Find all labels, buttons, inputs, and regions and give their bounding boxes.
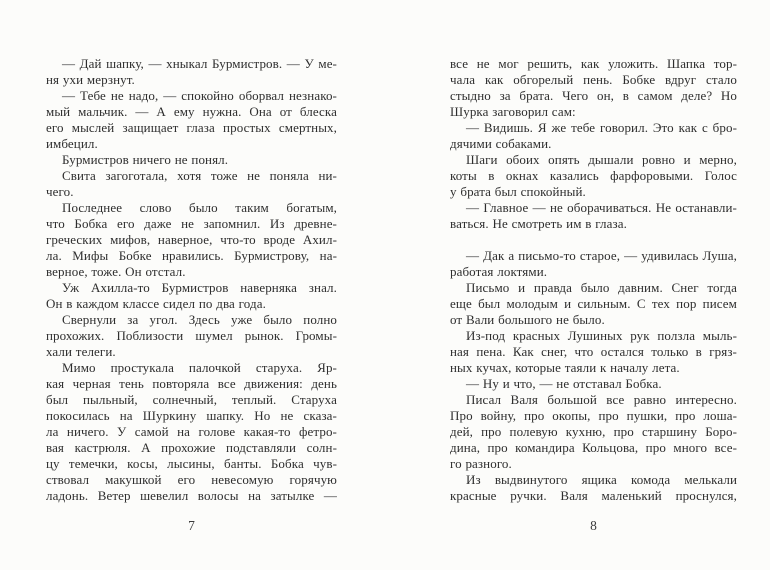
text-line: — Ну и что, — не отставал Бобка. (466, 376, 662, 391)
text-line: — Дай шапку, — хныкал Бурмистров. — У ме- (62, 56, 337, 71)
text-line: чала как обгорелый пень. Бобке вдруг стало (450, 72, 737, 87)
text-line: цу темечки, косы, лысины, банты. Бобка чув- (46, 456, 337, 471)
text-line: Свернули за угол. Здесь уже было полно (62, 312, 337, 327)
text-line: у брата был спокойный. (450, 184, 586, 199)
text-line: го разного. (450, 456, 512, 471)
text-line: ных кучах, которые таяли к началу лета. (450, 360, 680, 375)
text-line: дячими собаками. (450, 136, 552, 151)
text-line: Бурмистров ничего не понял. (62, 152, 229, 167)
text-line: Шурка заговорил сам: (450, 104, 576, 119)
text-line: ладонь. Ветер шевелил волосы на затылке — (46, 488, 337, 503)
text-line: — Видишь. Я же тебе говорил. Это как с бро- (466, 120, 737, 135)
text-line: дина, про командира Кольцова, про много все- (450, 440, 737, 455)
text-line: Шаги обоих опять дышали ровно и мерно, (466, 152, 737, 167)
text-line: Он в каждом классе сидел по два года. (46, 296, 266, 311)
text-line: Мимо простукала палочкой старуха. Яр- (62, 360, 337, 375)
text-line: работая локтями. (450, 264, 548, 279)
text-line: дей, про полевую кухню, про старшину Боро- (450, 424, 737, 439)
text-line: что Бобка его даже не запомнил. Из древне- (46, 216, 337, 231)
text-line: ная пена. Как снег, что остался только в гряз- (450, 344, 737, 359)
text-line: еще был молодым и сильным. С тех пор писем (450, 296, 737, 311)
text-line: Писал Валя большой все равно интересно. (466, 392, 737, 407)
text-line: стыдно за брата. Чего он, в самом деле? Но (450, 88, 737, 103)
text-line: — Тебе не надо, — спокойно оборвал незнако- (62, 88, 337, 103)
text-line: кая черная тень повторяла все движения: день (46, 376, 337, 391)
text-line: Последнее слово было таким богатым, (62, 200, 337, 215)
text-line: верное, тоже. Он отстал. (46, 264, 186, 279)
text-line: Свита загоготала, хотя тоже не поняла ни- (62, 168, 337, 183)
text-line: его мыслей защищает глаза простых смертных, (46, 120, 337, 135)
text-line: вая кастрюля. А прохожие подставляли солн- (46, 440, 337, 455)
text-line: коты в окнах казались фарфоровыми. Голос (450, 168, 737, 183)
text-line: был пыльный, солнечный, теплый. Старуха (46, 392, 337, 407)
page-number-right: 8 (590, 518, 597, 533)
text-line: ствовал макушкой его невесомую горячую (46, 472, 337, 487)
text-line: прохожих. Поблизости шумел рынок. Громы- (46, 328, 337, 343)
text-line: чего. (46, 184, 74, 199)
text-line: ла. Мифы Бобке нравились. Бурмистрову, на- (46, 248, 337, 263)
text-line: греческих мифов, наверное, что-то вроде Ахил- (46, 232, 337, 247)
text-line: Письмо и правда было давним. Снег тогда (466, 280, 737, 295)
text-line: имбецил. (46, 136, 98, 151)
text-line: красные ручки. Валя маленький проснулся, (450, 488, 737, 503)
text-line: хали телеги. (46, 344, 116, 359)
blank-line (450, 232, 737, 248)
page-left-text-column (46, 56, 337, 504)
text-line: покосилась на Шуркину шапку. Но не сказа- (46, 408, 337, 423)
text-line: все не мог решить, как уложить. Шапка тор- (450, 56, 737, 71)
text-line: Из-под красных Лушиных рук ползла мыль- (466, 328, 737, 343)
text-line: ня ухи мерзнут. (46, 72, 135, 87)
page-number-left: 7 (188, 518, 195, 533)
page-right-text-column (450, 56, 737, 504)
text-line: ваться. Не смотреть им в глаза. (450, 216, 627, 231)
text-line: от Вали большого не было. (450, 312, 605, 327)
text-line: Про войну, про окопы, про пушки, про лоша- (450, 408, 737, 423)
text-line: — Дак а письмо-то старое, — удивилась Луша, (466, 248, 737, 263)
text-line: Из выдвинутого ящика комода мелькали (466, 472, 737, 487)
text-line: мый мальчик. — А ему нужна. Она от блеска (46, 104, 337, 119)
text-line: Уж Ахилла-то Бурмистров наверняка знал. (62, 280, 337, 295)
text-line: — Главное — не оборачиваться. Не останавли- (466, 200, 737, 215)
text-line: ла ничего. У самой на голове какая-то фетро- (46, 424, 337, 439)
book-page-right (392, 0, 770, 570)
